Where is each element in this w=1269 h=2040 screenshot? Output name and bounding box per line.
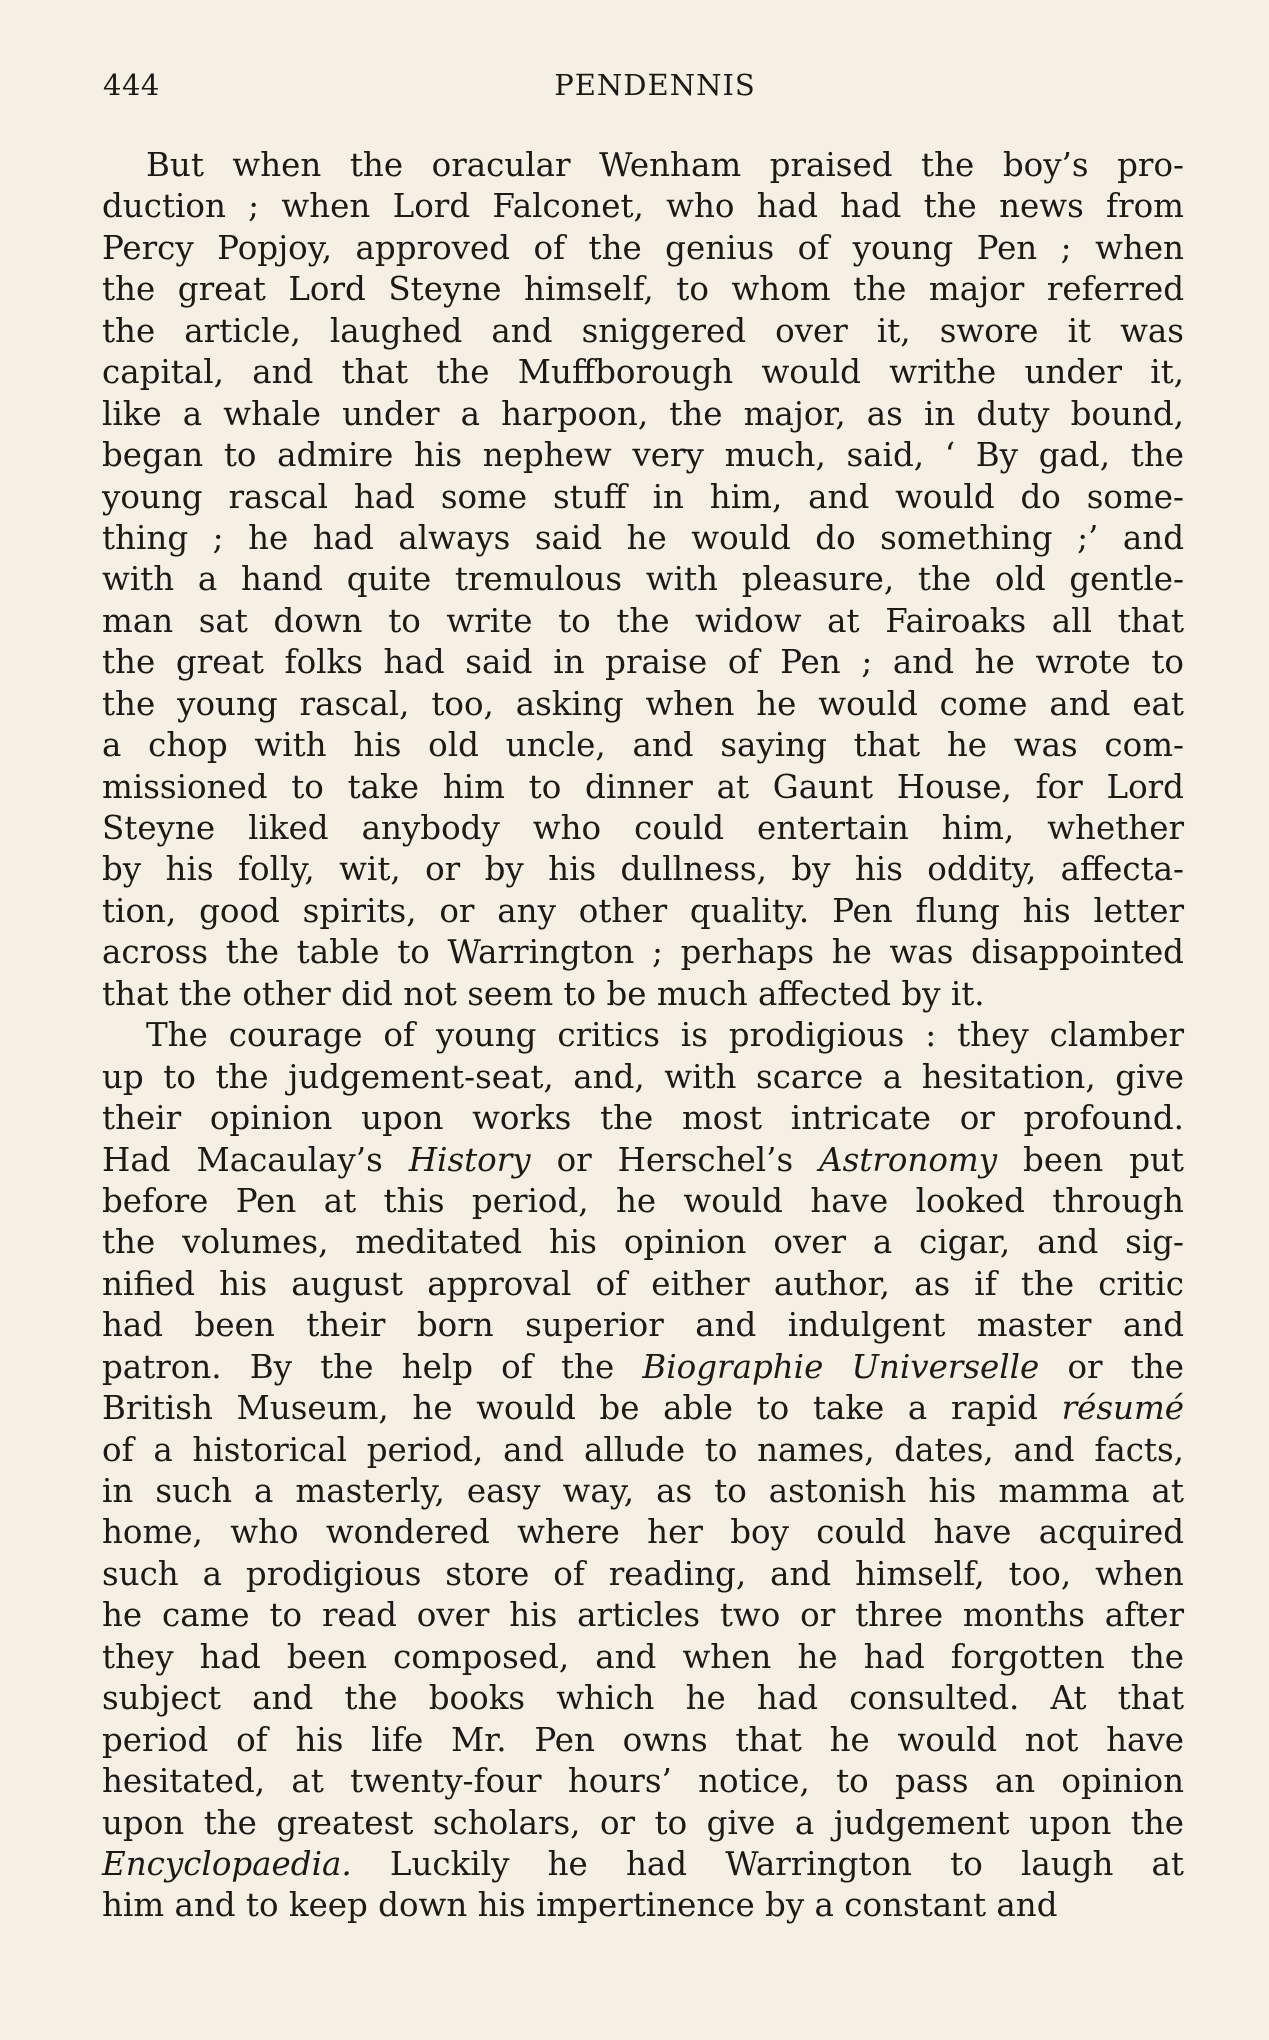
text-line (102, 1430, 1184, 1471)
text-run: patron. By the help of the (102, 1347, 643, 1386)
text-run: hesitated, at twenty-four hours’ notice, to pass an opinion (102, 1762, 1184, 1801)
text-line (102, 1388, 1184, 1429)
text-run: with a hand quite tremulous with pleasure, the old gentle- (102, 560, 1184, 599)
text-line (102, 518, 1184, 559)
text-run: the young rascal, too, asking when he would come and eat (102, 684, 1184, 723)
text-line (102, 974, 1184, 1015)
italic-title: History (408, 1140, 531, 1179)
text-line (102, 394, 1184, 435)
text-line (102, 1761, 1184, 1802)
text-line (102, 435, 1184, 476)
text-run: tion, good spirits, or any other quality. Pen flung his letter (102, 891, 1184, 930)
text-run: they had been composed, and when he had forgotten the (102, 1637, 1184, 1676)
page-body (102, 145, 1184, 1927)
text-run: he came to read over his articles two or three months after (102, 1596, 1184, 1635)
text-run: in such a masterly, easy way, as to astonish his mamma at (102, 1472, 1184, 1510)
page-header (103, 68, 1187, 108)
text-line (102, 1222, 1184, 1263)
text-line (102, 1844, 1184, 1885)
text-run: But when the oracular Wenham praised the boy’s pro- (146, 146, 1184, 184)
text-line (102, 891, 1184, 932)
italic-title: résumé (1061, 1389, 1184, 1428)
text-line (102, 186, 1184, 227)
text-line (102, 1637, 1184, 1678)
text-run: of a historical period, and allude to names, dates, and facts, (102, 1430, 1184, 1469)
text-line (102, 1720, 1184, 1761)
paragraph (102, 145, 1184, 1015)
text-run: him and to keep down his impertinence by a constant and (102, 1886, 1058, 1925)
text-run: the article, laughed and sniggered over it, swore it was (102, 311, 1184, 350)
text-line (102, 725, 1184, 766)
text-run: capital, and that the Muffborough would writhe under it, (102, 353, 1184, 392)
page-number: 444 (103, 68, 160, 102)
text-run: the great folks had said in praise of Pen ; and he wrote to (102, 643, 1184, 682)
text-line (102, 145, 1184, 186)
running-head: PENDENNIS (554, 68, 756, 102)
text-line (102, 269, 1184, 310)
text-line (102, 1264, 1184, 1305)
text-run: home, who wondered where her boy could have acquired (102, 1513, 1184, 1552)
text-run: had been their born superior and indulgent master and (102, 1306, 1184, 1345)
text-line (102, 228, 1184, 269)
text-line (102, 1098, 1184, 1139)
text-line (102, 684, 1184, 725)
text-line (102, 1512, 1184, 1553)
text-run: upon the greatest scholars, or to give a judgement upon the (102, 1803, 1184, 1842)
text-line (102, 642, 1184, 683)
text-line (102, 601, 1184, 642)
text-run: nified his august approval of either author, as if the critic (102, 1264, 1184, 1303)
text-run: such a prodigious store of reading, and himself, too, when (102, 1554, 1184, 1593)
text-run: up to the judgement-seat, and, with scarce a hesitation, give (102, 1057, 1184, 1096)
text-line (102, 1015, 1184, 1056)
text-run: Percy Popjoy, approved of the genius of young Pen ; when (102, 228, 1184, 267)
text-line (102, 1140, 1184, 1181)
text-line (102, 477, 1184, 518)
text-line (102, 1678, 1184, 1719)
italic-title: Encyclopaedia. (102, 1844, 352, 1883)
text-line (102, 559, 1184, 600)
text-run: period of his life Mr. Pen owns that he would not have (102, 1720, 1184, 1759)
text-line (102, 1347, 1184, 1388)
text-line (102, 1803, 1184, 1844)
text-run: thing ; he had always said he would do something ;’ and (102, 518, 1184, 557)
text-run: subject and the books which he had consulted. At that (102, 1679, 1184, 1718)
text-run: across the table to Warrington ; perhaps he was disappointed (102, 933, 1184, 972)
text-run: been put (997, 1140, 1184, 1179)
text-run: the volumes, meditated his opinion over a cigar, and sig- (102, 1223, 1184, 1262)
text-run: Had Macaulay’s (102, 1140, 409, 1179)
text-run: young rascal had some stuff in him, and would do some- (102, 477, 1184, 516)
text-run: British Museum, he would be able to take a rapid (102, 1389, 1062, 1428)
text-run: Luckily he had Warrington to laugh at (351, 1844, 1184, 1883)
text-run: the great Lord Steyne himself, to whom the major referred (102, 270, 1184, 309)
text-run: or Herschel’s (530, 1140, 820, 1179)
text-run: man sat down to write to the widow at Fairoaks all that (102, 601, 1184, 640)
text-line (102, 1305, 1184, 1346)
text-line (102, 849, 1184, 890)
text-line (102, 1554, 1184, 1595)
text-line (102, 311, 1184, 352)
text-run: The courage of young critics is prodigious : they clamber (146, 1016, 1184, 1055)
text-run: missioned to take him to dinner at Gaunt House, for Lord (102, 767, 1184, 806)
italic-title: Astronomy (819, 1140, 998, 1179)
text-run: began to admire his nephew very much, said, ‘ By gad, the (102, 436, 1184, 475)
text-line (102, 1471, 1184, 1512)
text-run: before Pen at this period, he would have looked through (102, 1181, 1184, 1220)
text-run: like a whale under a harpoon, the major, as in duty bound, (102, 394, 1184, 433)
text-run: their opinion upon works the most intricate or profound. (102, 1099, 1184, 1138)
text-line (102, 1181, 1184, 1222)
text-line (102, 1595, 1184, 1636)
text-run: that the other did not seem to be much affected by it. (102, 974, 985, 1013)
text-run: or the (1039, 1347, 1184, 1386)
italic-title: Biographie Universelle (642, 1347, 1040, 1386)
paragraph (102, 1015, 1184, 1927)
text-run: Steyne liked anybody who could entertain him, whether (102, 809, 1184, 847)
text-line (102, 1057, 1184, 1098)
text-line (102, 932, 1184, 973)
text-run: a chop with his old uncle, and saying that he was com- (102, 726, 1184, 765)
text-run: by his folly, wit, or by his dullness, by his oddity, affecta- (102, 850, 1184, 889)
text-line (102, 1885, 1184, 1926)
text-line (102, 767, 1184, 808)
text-line (102, 352, 1184, 393)
text-line (102, 808, 1184, 849)
text-run: duction ; when Lord Falconet, who had had the news from (102, 187, 1184, 226)
